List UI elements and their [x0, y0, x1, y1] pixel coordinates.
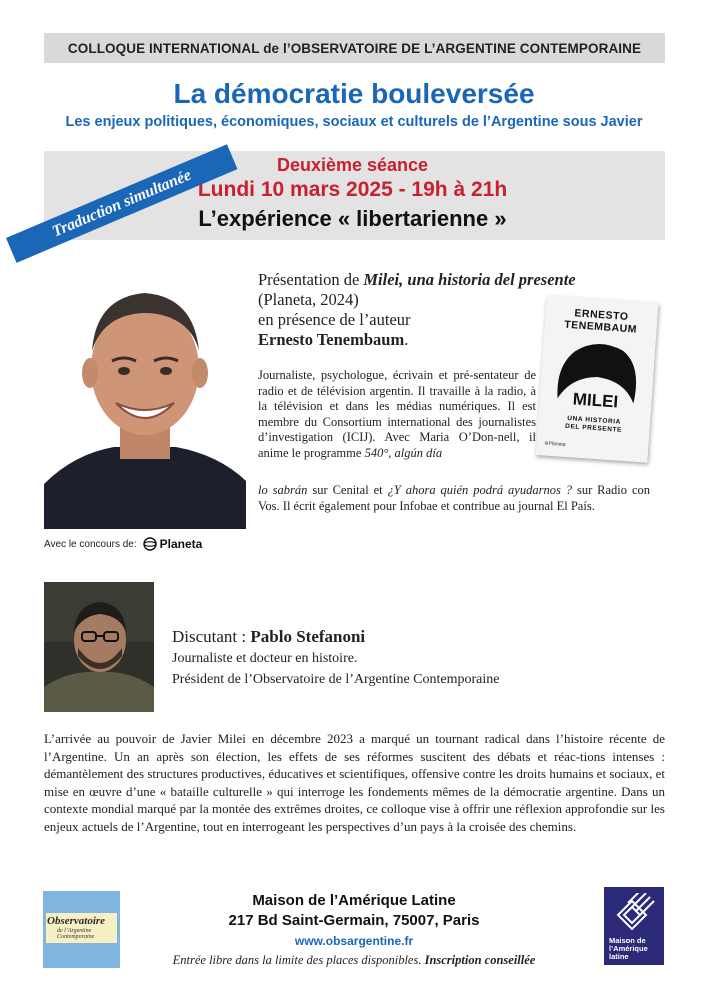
- author-bio-part2: sur Cenital et: [307, 483, 388, 497]
- registration-advice: Inscription conseillée: [424, 953, 536, 967]
- presentation-line-1: [258, 270, 658, 290]
- discussant-role: Président de l’Observatoire de l’Argentine Contemporaine: [172, 672, 500, 687]
- book-cover: [536, 295, 659, 462]
- page-subtitle: Les enjeux politiques, économiques, sociaux et culturels de l’Argentine sous Javier: [65, 114, 643, 130]
- mal-line2: l’Amérique: [609, 944, 648, 953]
- author-presence: en présence de l’auteur: [258, 310, 411, 329]
- translation-ribbon-container: [0, 120, 260, 280]
- author-bio-part3: sur Radio con Vos. Il écrit également pour Infobae et contribue au journal El País.: [258, 483, 651, 513]
- maison-amerique-latine-logo: [604, 887, 664, 965]
- venue-address: 217 Bd Saint-Germain, 75007, Paris: [228, 912, 480, 929]
- presentation-prefix: Présentation de: [258, 270, 364, 289]
- planeta-logo: [143, 537, 203, 551]
- maison-amerique-latine-text: [609, 937, 648, 961]
- observatoire-logo-title: Observatoire: [47, 915, 106, 927]
- book-cover-title: MILEI: [572, 389, 619, 412]
- session-date: Lundi 10 mars 2025 - 19h à 21h: [197, 178, 508, 201]
- maison-amerique-latine-emblem-icon: [612, 893, 656, 933]
- colloquium-banner-text: COLLOQUE INTERNATIONAL de l’OBSERVATOIRE DE L’ARGENTINE CONTEMPORAINE: [67, 40, 642, 56]
- discussant-name: Pablo Stefanoni: [250, 627, 366, 646]
- book-cover-subtitle-2: DEL PRESENTE: [564, 422, 623, 434]
- venue-name: Maison de l’Amérique Latine: [252, 892, 456, 909]
- book-cover-publisher: ⊛Planeta: [544, 440, 566, 448]
- mal-line3: latine: [609, 952, 629, 961]
- entry-notice: [0, 953, 708, 968]
- book-cover-author-first: ERNESTO: [574, 307, 629, 324]
- discussant-label: Discutant :: [172, 627, 251, 646]
- planeta-globe-icon: [143, 537, 157, 551]
- author-bio-continued: [258, 483, 650, 514]
- discussant-photo: [44, 582, 154, 712]
- publisher-year: (Planeta, 2024): [258, 290, 359, 309]
- radio-program-2: ¿Y ahora quién podrá ayudarnos ?: [387, 483, 573, 497]
- session-theme: L’expérience « libertarienne »: [198, 206, 507, 231]
- sponsor-credit: [44, 537, 202, 551]
- translation-ribbon: [6, 144, 237, 263]
- book-cover-author-last: TENEMBAUM: [563, 318, 638, 336]
- observatoire-logo-line2: de l’Argentine: [57, 928, 92, 934]
- book-cover-author: [544, 305, 657, 337]
- author-photo: [44, 269, 246, 529]
- session-number: Deuxième séance: [276, 155, 429, 175]
- discussant-heading: [172, 627, 365, 647]
- book-cover-subtitle-1: UNA HISTORIA: [567, 415, 622, 426]
- translation-ribbon-text: Traduction simultanée: [49, 166, 194, 241]
- discussant-portrait-image: [44, 582, 154, 712]
- website-link[interactable]: www.obsargentine.fr: [294, 934, 414, 948]
- colloquium-banner: [44, 33, 665, 63]
- sponsor-credit-label: Avec le concours de:: [44, 538, 137, 550]
- author-suffix: .: [404, 330, 409, 349]
- entry-notice-text: Entrée libre dans la limite des places disponibles.: [172, 953, 425, 967]
- discussant-title: Journaliste et docteur en histoire.: [172, 651, 358, 666]
- author-bio: [258, 368, 536, 462]
- book-title: Milei, una historia del presente: [363, 270, 576, 289]
- mal-line1: Maison de: [609, 936, 646, 945]
- observatoire-logo-line3: Contemporaine: [57, 934, 95, 940]
- radio-program-1: 540°, algún día: [364, 445, 443, 460]
- author-portrait-image: [44, 269, 246, 529]
- book-cover-subtitle: [537, 413, 650, 437]
- radio-program-1-end: lo sabrán: [258, 483, 308, 497]
- author-bio-part1: Journaliste, psychologue, écrivain et pré-sentateur de radio et de télévision argentin. Il travaille à la radio, à la télévision et dans les médias numériques. Il est membre du Consortium international des journalistes d’investigation (ICIJ). Avec Maria O’Don-nell, il anime le programme: [258, 368, 536, 460]
- event-description: L’arrivée au pouvoir de Javier Milei en décembre 2023 a marqué un tournant radical dans l’histoire récente de l’Argentine. Un an après son élection, les effets de ses réformes suscitent des débats et réac-tions intenses : démantèlement des structures productives, éducatives et scientifiques, offensive contre les droits humains et sociaux, et mise en œuvre d’une « bataille culturelle » qui interroge les fondements mêmes de la démocratie argentine. Dans un contexte mondial marqué par la montée des extrêmes droites, ce colloque vise à offrir une réflexion approfondie sur les enjeux actuels de l’Argentine, tout en interrogeant les perspectives d’un pays à la croisée des chemins.: [44, 731, 665, 834]
- author-name: Ernesto Tenembaum: [258, 330, 405, 349]
- planeta-logo-text: Planeta: [159, 537, 203, 551]
- page-title: La démocratie bouleversée: [173, 78, 535, 109]
